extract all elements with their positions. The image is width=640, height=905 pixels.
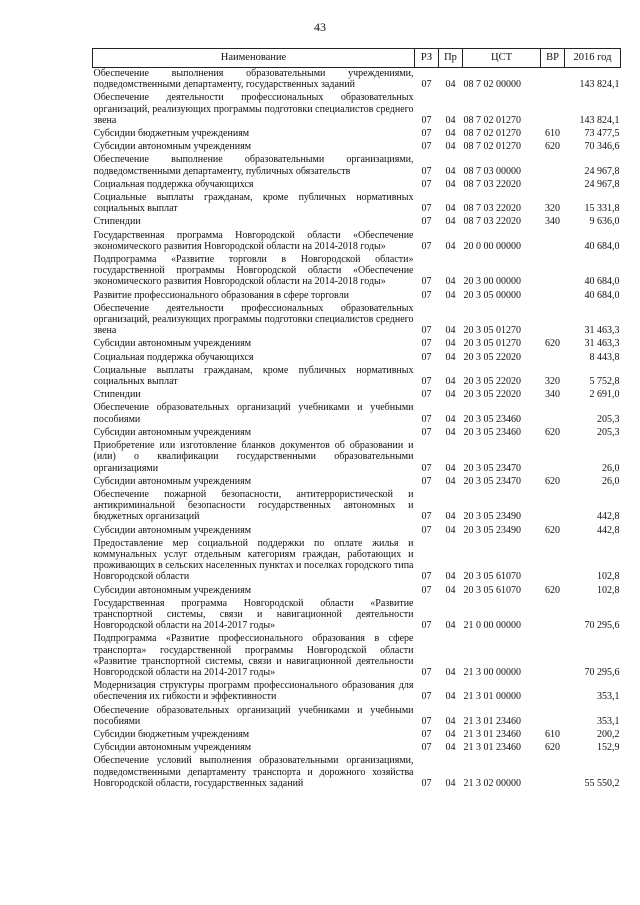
row-name: Обеспечение пожарной безопасности, антитеррористической и антикриминальной безопасности государственных автономных и бюджетных организаций [93, 488, 414, 523]
row-vr [541, 489, 565, 525]
budget-table [92, 48, 621, 791]
row-rz: 07 [421, 691, 432, 703]
row-name: Субсидии автономным учреждениям [93, 742, 252, 754]
row-rz: 07 [421, 666, 432, 678]
table-row [93, 365, 621, 389]
row-cst: 21 3 00 00000 [463, 666, 521, 678]
row-name: Стипендии [93, 389, 141, 401]
row-name: Субсидии автономным учреждениям [93, 584, 252, 596]
row-amount: 200,2 [597, 728, 620, 740]
row-vr: 620 [545, 141, 560, 153]
row-amount: 24 967,8 [584, 178, 620, 190]
row-name: Приобретение или изготовление бланков документов об образовании и (или) о квалификации государственными образовательными организациями [93, 440, 414, 474]
row-cst: 20 3 05 23460 [463, 413, 521, 425]
row-vr: 620 [545, 584, 560, 596]
row-cst: 20 3 05 22020 [463, 376, 521, 388]
row-name: Модернизация структуры программ профессионального образования для обеспечения их гибкости и эффективности [93, 680, 414, 703]
row-rz: 07 [421, 462, 432, 474]
row-rz: 07 [421, 351, 432, 363]
row-name: Социальные выплаты гражданам, кроме публичных нормативных социальных выплат [93, 192, 414, 215]
table-row [93, 141, 621, 154]
row-cst: 08 7 03 00000 [463, 165, 521, 177]
row-cst: 20 3 05 23460 [463, 426, 521, 438]
row-pr: 04 [445, 426, 456, 438]
row-name: Обеспечение образовательных организаций учебниками и учебными пособиями [93, 402, 414, 425]
row-amount: 353,1 [597, 691, 620, 703]
row-amount: 73 477,5 [584, 128, 620, 140]
table-row [93, 538, 621, 585]
row-amount: 24 967,8 [584, 165, 620, 177]
row-rz: 07 [421, 426, 432, 438]
row-amount: 442,8 [597, 524, 620, 536]
table-row [93, 427, 621, 440]
row-amount: 40 684,0 [584, 240, 620, 252]
row-vr: 620 [545, 742, 560, 754]
row-cst: 20 3 05 23470 [463, 462, 521, 474]
table-row [93, 68, 621, 93]
table-row [93, 705, 621, 729]
row-vr: 340 [545, 216, 560, 228]
table-row [93, 402, 621, 426]
table-row [93, 598, 621, 634]
row-vr [541, 68, 565, 93]
row-pr: 04 [445, 462, 456, 474]
row-amount: 40 684,0 [584, 289, 620, 301]
row-pr: 04 [445, 742, 456, 754]
row-pr: 04 [445, 475, 456, 487]
row-name: Государственная программа Новгородской области «Развитие транспортной системы, связи и навигационной деятельности Новгородской области на 2014-2017 годы» [93, 597, 414, 632]
row-rz: 07 [421, 728, 432, 740]
row-amount: 31 463,3 [584, 338, 620, 350]
row-cst: 21 0 00 00000 [463, 620, 521, 632]
header-cst: ЦСТ [463, 49, 541, 68]
row-rz: 07 [421, 584, 432, 596]
table-row [93, 633, 621, 680]
row-rz: 07 [421, 376, 432, 388]
row-pr: 04 [445, 620, 456, 632]
table-row [93, 352, 621, 365]
row-amount: 205,3 [597, 413, 620, 425]
table-row [93, 476, 621, 489]
row-name: Субсидии автономным учреждениям [93, 338, 252, 350]
row-cst: 08 7 03 22020 [463, 203, 521, 215]
row-rz: 07 [421, 742, 432, 754]
row-amount: 70 295,6 [584, 666, 620, 678]
row-vr [541, 230, 565, 254]
row-amount: 70 346,6 [584, 141, 620, 153]
row-vr: 620 [545, 426, 560, 438]
row-amount: 9 636,0 [589, 216, 620, 228]
row-name: Обеспечение образовательных организаций учебниками и учебными пособиями [93, 704, 414, 727]
row-rz: 07 [421, 475, 432, 487]
row-cst: 08 7 02 01270 [463, 141, 521, 153]
row-pr: 04 [445, 511, 456, 523]
row-cst: 08 7 02 01270 [463, 128, 521, 140]
row-pr: 04 [445, 351, 456, 363]
row-rz: 07 [421, 777, 432, 789]
row-vr [541, 538, 565, 585]
header-name: Наименование [93, 49, 415, 68]
row-cst: 20 3 05 22020 [463, 389, 521, 401]
table-row [93, 230, 621, 254]
row-name: Субсидии бюджетным учреждениям [93, 728, 250, 740]
row-pr: 04 [445, 165, 456, 177]
table-row [93, 192, 621, 216]
row-pr: 04 [445, 203, 456, 215]
table-row [93, 179, 621, 192]
row-vr [541, 254, 565, 290]
row-vr [541, 633, 565, 680]
row-cst: 08 7 02 00000 [463, 79, 521, 91]
table-row [93, 338, 621, 351]
row-vr: 620 [545, 338, 560, 350]
row-name: Государственная программа Новгородской области «Обеспечение экономического развития Новгородской области на 2014-2018 годы» [93, 229, 414, 252]
row-name: Субсидии автономным учреждениям [93, 524, 252, 536]
row-name: Субсидии автономным учреждениям [93, 141, 252, 153]
table-row [93, 389, 621, 402]
row-cst: 20 3 05 61070 [463, 584, 521, 596]
row-vr: 610 [545, 728, 560, 740]
row-rz: 07 [421, 178, 432, 190]
row-vr: 340 [545, 389, 560, 401]
row-pr: 04 [445, 413, 456, 425]
row-name: Социальные выплаты гражданам, кроме публичных нормативных социальных выплат [93, 364, 414, 388]
row-pr: 04 [445, 338, 456, 350]
row-cst: 20 3 05 61070 [463, 571, 521, 583]
row-cst: 20 0 00 00000 [463, 240, 521, 252]
row-vr [541, 705, 565, 729]
row-amount: 2 691,0 [589, 389, 620, 401]
row-pr: 04 [445, 141, 456, 153]
row-pr: 04 [445, 715, 456, 727]
row-vr [541, 92, 565, 128]
row-cst: 08 7 03 22020 [463, 178, 521, 190]
row-name: Развитие профессионального образования в сфере торговли [93, 289, 349, 301]
row-pr: 04 [445, 325, 456, 337]
row-cst: 20 3 05 23490 [463, 511, 521, 523]
row-name: Стипендии [93, 216, 141, 228]
row-name: Социальная поддержка обучающихся [93, 178, 254, 190]
row-vr: 620 [545, 475, 560, 487]
table-row [93, 585, 621, 598]
row-vr [541, 352, 565, 365]
header-pr: Пр [439, 49, 463, 68]
row-rz: 07 [421, 276, 432, 288]
row-pr: 04 [445, 240, 456, 252]
table-row [93, 216, 621, 229]
row-amount: 55 550,2 [584, 777, 620, 789]
table-row [93, 755, 621, 791]
row-pr: 04 [445, 276, 456, 288]
row-name: Подпрограмма «Развитие торговли в Новгородской области» государственной программы Новгородской области «Обеспечение экономического развития Новгородской области на 2014-2018 годы» [93, 254, 414, 288]
page-number: 43 [314, 20, 326, 34]
row-rz: 07 [421, 165, 432, 177]
row-name: Субсидии автономным учреждениям [93, 426, 252, 438]
row-name: Субсидии бюджетным учреждениям [93, 128, 250, 140]
row-name: Обеспечение выполнения образовательными учреждениями, подведомственными департаменту, государственных заданий [93, 68, 414, 91]
row-name: Обеспечение деятельности профессиональных образовательных организаций, реализующих программы подготовки специалистов среднего звена [93, 302, 414, 337]
row-pr: 04 [445, 728, 456, 740]
table-row [93, 440, 621, 476]
row-pr: 04 [445, 666, 456, 678]
row-amount: 26,0 [602, 462, 620, 474]
row-rz: 07 [421, 571, 432, 583]
row-amount: 15 331,8 [584, 203, 620, 215]
table-row [93, 489, 621, 525]
row-rz: 07 [421, 715, 432, 727]
row-amount: 5 752,8 [589, 376, 620, 388]
row-rz: 07 [421, 389, 432, 401]
row-rz: 07 [421, 114, 432, 126]
row-rz: 07 [421, 141, 432, 153]
table-row [93, 525, 621, 538]
table-row [93, 303, 621, 339]
row-rz: 07 [421, 338, 432, 350]
row-vr: 320 [545, 376, 560, 388]
row-pr: 04 [445, 376, 456, 388]
row-cst: 21 3 01 23460 [463, 742, 521, 754]
row-rz: 07 [421, 620, 432, 632]
row-cst: 20 3 05 23490 [463, 524, 521, 536]
row-vr [541, 402, 565, 426]
table-row [93, 729, 621, 742]
row-name: Предоставление мер социальной поддержки по оплате жилья и коммунальных услуг отдельным категориям граждан, работающих и проживающих в сельских населенных пунктах и поселках городского типа Новгородской области [93, 537, 414, 583]
row-pr: 04 [445, 79, 456, 91]
row-amount: 205,3 [597, 426, 620, 438]
row-vr [541, 179, 565, 192]
row-name: Обеспечение условий выполнения образовательными организациями, подведомственными департаменту транспорта и дорожного хозяйства Новгородской области, государственных заданий [93, 755, 414, 789]
row-amount: 8 443,8 [589, 351, 620, 363]
table-header-row [93, 49, 621, 68]
row-pr: 04 [445, 216, 456, 228]
row-rz: 07 [421, 325, 432, 337]
row-amount: 31 463,3 [584, 325, 620, 337]
table-row [93, 92, 621, 128]
row-rz: 07 [421, 128, 432, 140]
row-cst: 20 3 05 22020 [463, 351, 521, 363]
row-vr [541, 598, 565, 634]
header-year: 2016 год [565, 49, 621, 68]
row-pr: 04 [445, 691, 456, 703]
row-pr: 04 [445, 128, 456, 140]
row-name: Субсидии автономным учреждениям [93, 475, 252, 487]
row-rz: 07 [421, 511, 432, 523]
row-name: Социальная поддержка обучающихся [93, 351, 254, 363]
row-cst: 08 7 02 01270 [463, 114, 521, 126]
row-cst: 20 3 05 23470 [463, 475, 521, 487]
row-amount: 353,1 [597, 715, 620, 727]
row-amount: 26,0 [602, 475, 620, 487]
row-vr [541, 290, 565, 303]
row-cst: 21 3 01 00000 [463, 691, 521, 703]
row-vr [541, 303, 565, 339]
row-pr: 04 [445, 289, 456, 301]
row-cst: 08 7 03 22020 [463, 216, 521, 228]
row-cst: 21 3 01 23460 [463, 715, 521, 727]
row-cst: 21 3 01 23460 [463, 728, 521, 740]
row-amount: 70 295,6 [584, 620, 620, 632]
row-cst: 20 3 00 00000 [463, 276, 521, 288]
row-vr [541, 440, 565, 476]
row-cst: 20 3 05 00000 [463, 289, 521, 301]
row-vr [541, 755, 565, 791]
row-rz: 07 [421, 289, 432, 301]
header-rz: РЗ [415, 49, 439, 68]
row-rz: 07 [421, 524, 432, 536]
table-row [93, 254, 621, 290]
row-pr: 04 [445, 571, 456, 583]
row-pr: 04 [445, 524, 456, 536]
row-cst: 20 3 05 01270 [463, 325, 521, 337]
row-amount: 102,8 [597, 584, 620, 596]
row-pr: 04 [445, 114, 456, 126]
row-name: Обеспечение деятельности профессиональных образовательных организаций, реализующих программы подготовки специалистов среднего звена [93, 92, 414, 126]
row-rz: 07 [421, 413, 432, 425]
row-amount: 40 684,0 [584, 276, 620, 288]
table-body [93, 68, 621, 791]
row-rz: 07 [421, 79, 432, 91]
table-row [93, 128, 621, 141]
row-vr: 320 [545, 203, 560, 215]
table-row [93, 742, 621, 755]
row-rz: 07 [421, 240, 432, 252]
row-amount: 143 824,1 [579, 79, 620, 91]
row-vr: 610 [545, 128, 560, 140]
row-vr: 620 [545, 524, 560, 536]
header-vr: ВР [541, 49, 565, 68]
table-row [93, 680, 621, 704]
row-pr: 04 [445, 584, 456, 596]
row-cst: 21 3 02 00000 [463, 777, 521, 789]
row-pr: 04 [445, 178, 456, 190]
row-rz: 07 [421, 216, 432, 228]
table-row [93, 154, 621, 178]
row-vr [541, 680, 565, 704]
table-row [93, 290, 621, 303]
row-vr [541, 154, 565, 178]
row-name: Обеспечение выполнение образовательными организациями, подведомственными департаменту, публичных обязательств [93, 154, 414, 177]
row-pr: 04 [445, 777, 456, 789]
row-cst: 20 3 05 01270 [463, 338, 521, 350]
row-pr: 04 [445, 389, 456, 401]
row-amount: 102,8 [597, 571, 620, 583]
row-name: Подпрограмма «Развитие профессионального образования в сфере транспорта» государственной программы Новгородской области «Развитие транспортной системы, связи и навигационной деятельности Новгородской области на 2014-2017 годы» [93, 633, 414, 678]
row-rz: 07 [421, 203, 432, 215]
row-amount: 442,8 [597, 511, 620, 523]
row-amount: 152,9 [597, 742, 620, 754]
row-amount: 143 824,1 [579, 114, 620, 126]
